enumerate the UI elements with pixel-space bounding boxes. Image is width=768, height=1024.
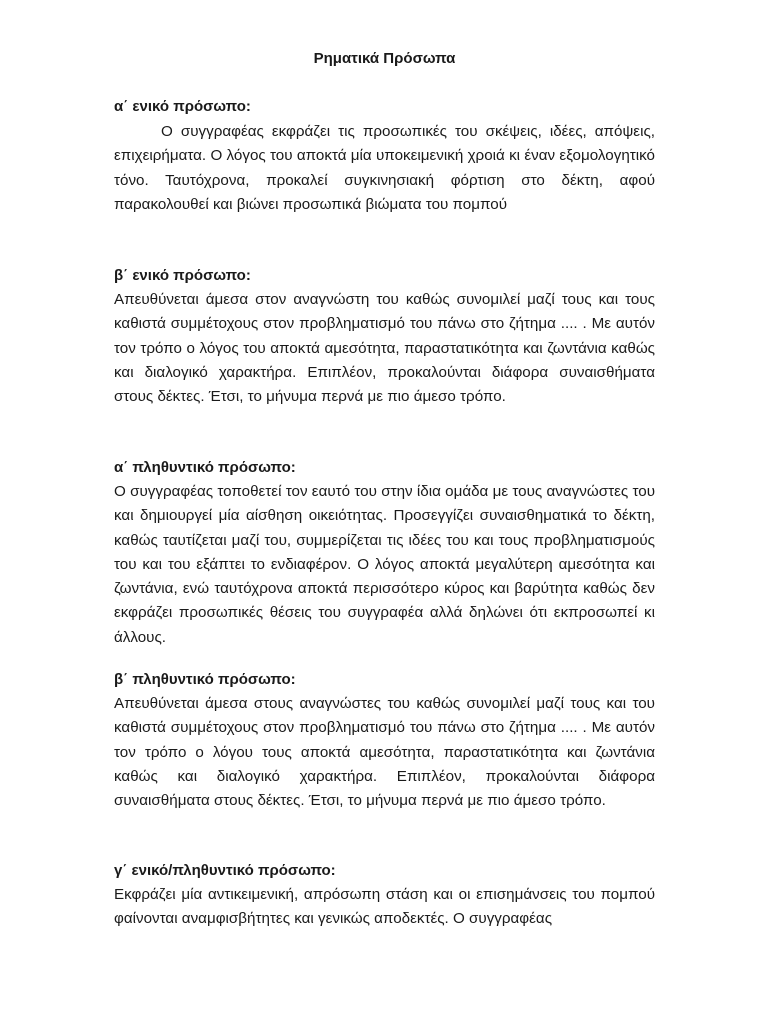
section-heading: α΄ ενικό πρόσωπο: <box>114 98 251 115</box>
section-paragraph: Απευθύνεται άμεσα στον αναγνώστη του καθώς συνομιλεί μαζί τους και τους καθιστά συμμέτοχους στον προβληματισμό του πάνω στο ζήτημα .... . Με αυτόν τον τρόπο ο λόγος του αποκτά αμεσότητα, παραστατικότητα και ζωντάνια καθώς και διαλογικό χαρακτήρα. Επιπλέον, προκαλούνται διάφορα συναισθήματα στους δέκτες. Έτσι, το μήνυμα περνά με πιο άμεσο τρόπο. <box>114 291 655 406</box>
section-heading: β΄ πληθυντικό πρόσωπο: <box>114 671 296 688</box>
section-second-plural <box>114 670 655 813</box>
page-title: Ρηματικά Πρόσωπα <box>313 50 456 67</box>
section-heading: α΄ πληθυντικό πρόσωπο: <box>114 459 296 476</box>
section-paragraph: Ο συγγραφέας εκφράζει τις προσωπικές του σκέψεις, ιδέες, απόψεις, επιχειρήματα. Ο λόγος του αποκτά μία υποκειμενική χροιά κι έναν εξομολογητικό τόνο. Ταυτόχρονα, προκαλεί συγκινησιακή φόρτιση στο δέκτη, αφού παρακολουθεί και βιώνει προσωπικά βιώματα του πομπού <box>114 123 655 213</box>
section-third-person <box>114 861 655 932</box>
section-paragraph: Εκφράζει μία αντικειμενική, απρόσωπη στάση και οι επισημάνσεις του πομπού φαίνονται αναμφισβήτητες και γενικώς αποδεκτές. Ο συγγραφέας <box>114 886 655 928</box>
section-paragraph: Απευθύνεται άμεσα στους αναγνώστες του καθώς συνομιλεί μαζί τους και του καθιστά συμμέτοχους στον προβληματισμό του πάνω στο ζήτημα .... . Με αυτόν τον τρόπο ο λόγου τους αποκτά αμεσότητα, παραστατικότητα και ζωντάνια καθώς και διαλογικό χαρακτήρα. Επιπλέον, προκαλούνται διάφορα συναισθήματα στους δέκτες. Έτσι, το μήνυμα περνά με πιο άμεσο τρόπο. <box>114 695 655 810</box>
section-heading: γ΄ ενικό/πληθυντικό πρόσωπο: <box>114 862 336 879</box>
section-second-singular <box>114 266 655 409</box>
section-heading: β΄ ενικό πρόσωπο: <box>114 267 251 284</box>
section-paragraph: Ο συγγραφέας τοποθετεί τον εαυτό του στην ίδια ομάδα με τους αναγνώστες του και δημιουργεί μία αίσθηση οικειότητας. Προσεγγίζει συναισθηματικά το δέκτη, καθώς ταυτίζεται μαζί του, συμμερίζεται τις ιδέες του και τους προβληματισμούς του και του εξάπτει το ενδιαφέρον. Ο λόγος αποκτά μεγαλύτερη αμεσότητα και ζωντάνια, ενώ ταυτόχρονα αποκτά περισσότερο κύρος και βαρύτητα καθώς δεν εκφράζει προσωπικές θέσεις του συγγραφέα αλλά δηλώνει ότι εκπροσωπεί κι άλλους. <box>114 483 655 646</box>
section-first-plural <box>114 458 655 650</box>
section-first-singular <box>114 97 655 217</box>
